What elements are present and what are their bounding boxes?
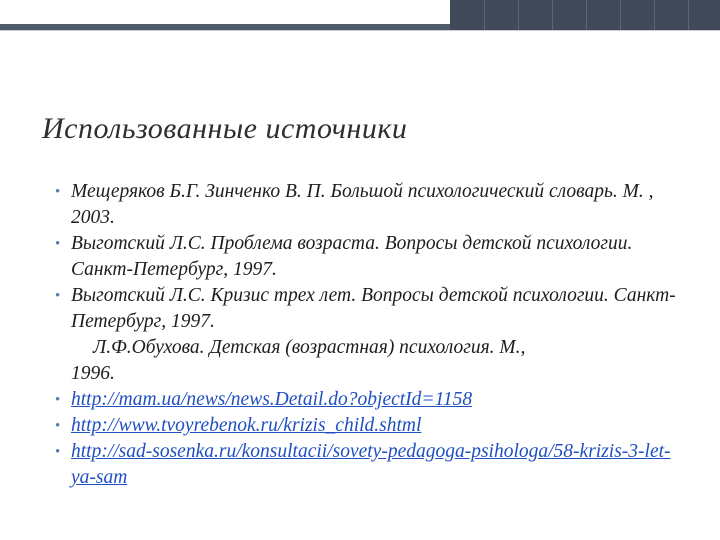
source-link[interactable]: http://mam.ua/news/news.Detail.do?objectId=1158 [71, 389, 473, 410]
source-text: Л.Ф.Обухова. Детская (возрастная) психология. М., [93, 337, 526, 358]
bullet-icon: • [55, 288, 61, 304]
band-stripe [518, 0, 519, 30]
band-stripe [484, 0, 485, 30]
list-item [46, 439, 686, 491]
source-text: 1996. [71, 363, 115, 384]
source-text: Выготский Л.С. Кризис трех лет. Вопросы детской психологии. Санкт-Петербург, 1997. [71, 285, 676, 332]
band-stripe [654, 0, 655, 30]
list-item [46, 231, 686, 283]
bullet-icon: • [55, 418, 61, 434]
source-link[interactable]: http://www.tvoyrebenok.ru/krizis_child.shtml [71, 415, 422, 436]
list-item [46, 179, 686, 231]
bullet-icon: • [55, 392, 61, 408]
top-decor-band [0, 0, 720, 30]
list-item [46, 283, 686, 335]
bullet-icon: • [55, 444, 61, 460]
list-item [46, 413, 686, 439]
list-item [46, 387, 686, 413]
sources-list [46, 179, 686, 491]
band-stripe [586, 0, 587, 30]
band-stripe [688, 0, 689, 30]
band-underline [0, 30, 720, 31]
bullet-icon: • [55, 236, 61, 252]
bullet-icon: • [55, 184, 61, 200]
band-right-block [450, 0, 720, 30]
source-text: Мещеряков Б.Г. Зинченко В. П. Большой психологический словарь. М. , 2003. [71, 181, 654, 228]
band-stripe [552, 0, 553, 30]
slide-title: Использованные источники [42, 112, 408, 145]
band-stripe [620, 0, 621, 30]
source-text: Выготский Л.С. Проблема возраста. Вопросы детской психологии. Санкт-Петербург, 1997. [71, 233, 633, 280]
list-item [46, 335, 686, 387]
source-link[interactable]: http://sad-sosenka.ru/konsultacii/sovety-pedagoga-psihologa/58-krizis-3-let-ya-sam [71, 441, 671, 488]
